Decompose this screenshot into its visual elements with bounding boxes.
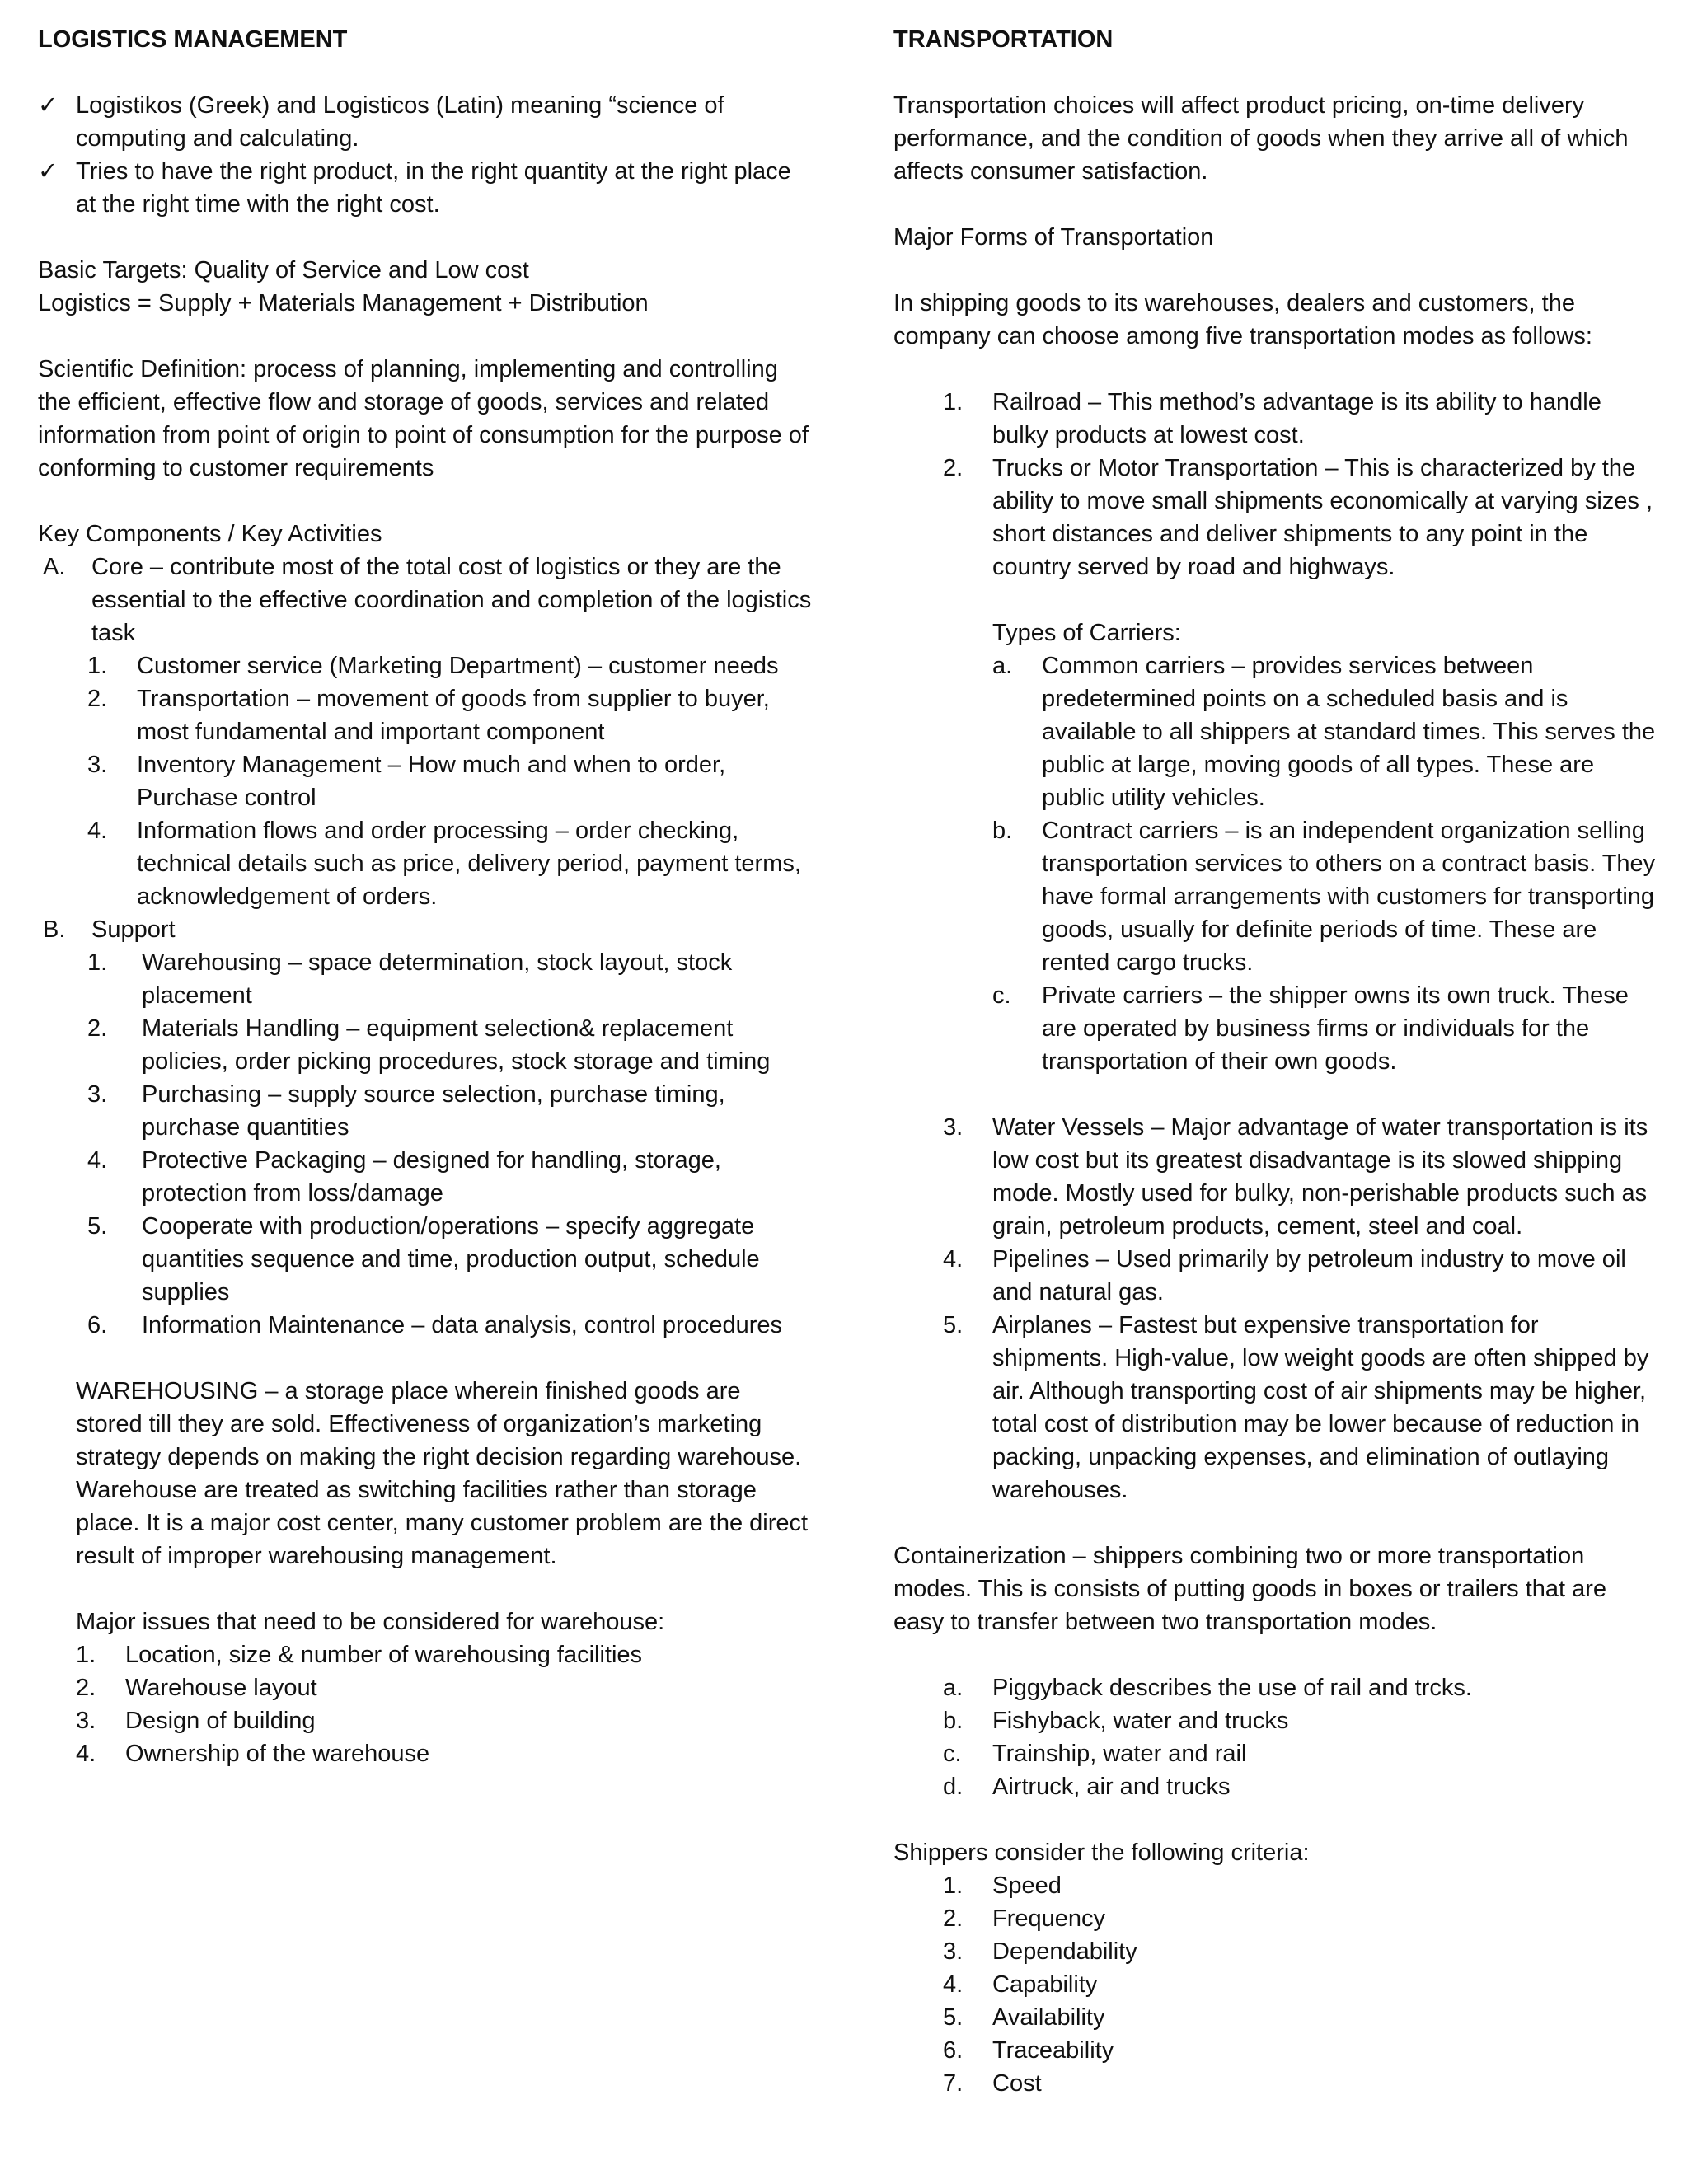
checkmark-icon: ✓ <box>38 92 59 119</box>
criteria-list <box>893 1869 1660 2100</box>
list-item: 4. Ownership of the warehouse <box>76 1741 430 1767</box>
list-item: c. Trainship, water and rail <box>943 1741 1247 1767</box>
carriers-list <box>992 649 1660 1078</box>
checkmark-icon: ✓ <box>38 158 59 185</box>
list-marker: A. <box>43 554 66 580</box>
modes-list <box>893 386 1660 583</box>
list-marker: B. <box>43 916 66 943</box>
check-text: Logistikos (Greek) and Logisticos (Latin) meaning “science of computing and calculating. <box>76 92 724 152</box>
list-item: 1. Customer service (Marketing Department) – customer needs <box>87 653 779 679</box>
section-title-transportation: TRANSPORTATION <box>893 26 1114 53</box>
list-item: c. Private carriers – the shipper owns its own truck. These are operated by business firms or individuals for the transportation of their own goods. <box>992 982 1629 1075</box>
right-column <box>893 23 1660 2100</box>
check-item <box>38 89 813 155</box>
list-item: 5. Cooperate with production/operations – specify aggregate quantities sequence and time, production output, schedule supplies <box>87 1213 760 1305</box>
list-item: 4. Pipelines – Used primarily by petroleum industry to move oil and natural gas. <box>943 1246 1626 1305</box>
forms-intro: In shipping goods to its warehouses, dealers and customers, the company can choose among five transportation modes as follows: <box>893 290 1592 349</box>
support-text: Support <box>91 916 176 943</box>
list-item: 4. Capability <box>943 1971 1098 1998</box>
check-text: Tries to have the right product, in the right quantity at the right place at the right time with the right cost. <box>76 158 791 218</box>
core-text: Core – contribute most of the total cost of logistics or they are the essential to the effective coordination and completion of the logistics task <box>91 554 812 646</box>
list-item: 1. Speed <box>943 1872 1062 1899</box>
issues-heading: Major issues that need to be considered for warehouse: <box>76 1609 665 1635</box>
carriers-heading: Types of Carriers: <box>992 620 1181 646</box>
left-column <box>38 23 813 1770</box>
list-item: 1. Location, size & number of warehousing facilities <box>76 1642 643 1668</box>
list-item: 4. Protective Packaging – designed for handling, storage, protection from loss/damage <box>87 1147 721 1207</box>
support-list <box>38 946 813 1342</box>
list-item: 1. Warehousing – space determination, stock layout, stock placement <box>87 949 733 1009</box>
key-components-heading: Key Components / Key Activities <box>38 521 382 547</box>
core-item <box>38 551 813 649</box>
list-item: 3. Purchasing – supply source selection, purchase timing, purchase quantities <box>87 1081 725 1141</box>
criteria-heading: Shippers consider the following criteria: <box>893 1840 1310 1866</box>
warehousing-section <box>38 1375 813 1770</box>
list-item: d. Airtruck, air and trucks <box>943 1774 1231 1800</box>
containerization-paragraph: Containerization – shippers combining two or more transportation modes. This is consists of putting goods in boxes or trailers that are easy to transfer between two transportation modes. <box>893 1543 1607 1635</box>
list-item: a. Piggyback describes the use of rail and trcks. <box>943 1675 1472 1701</box>
list-item: b. Fishyback, water and trucks <box>943 1708 1289 1734</box>
warehousing-paragraph: Warehouse are treated as switching facilities rather than storage place. It is a major cost center, many customer problem are the direct result of improper warehousing management. <box>76 1477 809 1569</box>
transportation-intro: Transportation choices will affect product pricing, on-time delivery performance, and the condition of goods when they arrive all of which affects consumer satisfaction. <box>893 92 1629 185</box>
list-item: b. Contract carriers – is an independent organization selling transportation services to others on a contract basis. They have formal arrangements with customers for transporting goods, usually for definite periods of time. These are rented cargo trucks. <box>992 818 1656 976</box>
list-item: 6. Traceability <box>943 2037 1114 2064</box>
list-item: 2. Trucks or Motor Transportation – This is characterized by the ability to move small shipments economically at varying sizes , short distances and deliver shipments to any point in the country served by road and highways. <box>943 455 1653 580</box>
forms-heading: Major Forms of Transportation <box>893 224 1214 251</box>
list-item: 6. Information Maintenance – data analysis, control procedures <box>87 1312 782 1338</box>
list-item: 1. Railroad – This method’s advantage is its ability to handle bulky products at lowest cost. <box>943 389 1601 448</box>
list-item: a. Common carriers – provides services between predetermined points on a scheduled basis and is available to all shippers at standard times. This serves the public at large, moving goods of all types. These are public utility vehicles. <box>992 653 1656 811</box>
list-item: 3. Water Vessels – Major advantage of water transportation is its low cost but its greatest disadvantage is its slowed shipping mode. Mostly used for bulky, non-perishable products such as grain, petroleum products, cement, steel and coal. <box>943 1114 1648 1240</box>
core-list <box>38 649 813 913</box>
basic-targets: Basic Targets: Quality of Service and Low cost <box>38 257 529 284</box>
section-title-logistics: LOGISTICS MANAGEMENT <box>38 26 348 53</box>
list-item: 2. Warehouse layout <box>76 1675 317 1701</box>
list-item: 3. Design of building <box>76 1708 316 1734</box>
list-item: 3. Dependability <box>943 1938 1137 1965</box>
scientific-definition: Scientific Definition: process of planning, implementing and controlling the efficient, effective flow and storage of goods, services and related information from point of origin to point of consumption for the purpose of conforming to customer requirements <box>38 356 809 481</box>
list-item: 2. Frequency <box>943 1905 1106 1932</box>
modes-list-continued <box>893 1111 1660 1507</box>
carriers-section <box>893 616 1660 1078</box>
list-item: 7. Cost <box>943 2070 1042 2097</box>
list-item: 5. Availability <box>943 2004 1105 2031</box>
list-item: 5. Airplanes – Fastest but expensive transportation for shipments. High-value, low weight goods are often shipped by air. Although transporting cost of air shipments may be higher, total cost of distribution may be lower because of reduction in packing, unpacking expenses, and elimination of outlaying warehouses. <box>943 1312 1649 1503</box>
support-item <box>38 913 813 946</box>
definition-checklist <box>38 89 813 221</box>
list-item: 3. Inventory Management – How much and when to order, Purchase control <box>87 752 726 811</box>
container-types-list <box>893 1671 1660 1803</box>
logistics-equation: Logistics = Supply + Materials Management + Distribution <box>38 290 649 316</box>
list-item: 2. Materials Handling – equipment selection& replacement policies, order picking procedures, stock storage and timing <box>87 1015 771 1075</box>
warehousing-paragraph: WAREHOUSING – a storage place wherein finished goods are stored till they are sold. Effectiveness of organization’s marketing strategy depends on making the right decision regarding warehouse. <box>76 1378 802 1470</box>
list-item: 2. Transportation – movement of goods from supplier to buyer, most fundamental and important component <box>87 686 770 745</box>
issues-list <box>76 1638 813 1770</box>
check-item <box>38 155 813 221</box>
list-item: 4. Information flows and order processing – order checking, technical details such as price, delivery period, payment terms, acknowledgement of orders. <box>87 818 801 910</box>
